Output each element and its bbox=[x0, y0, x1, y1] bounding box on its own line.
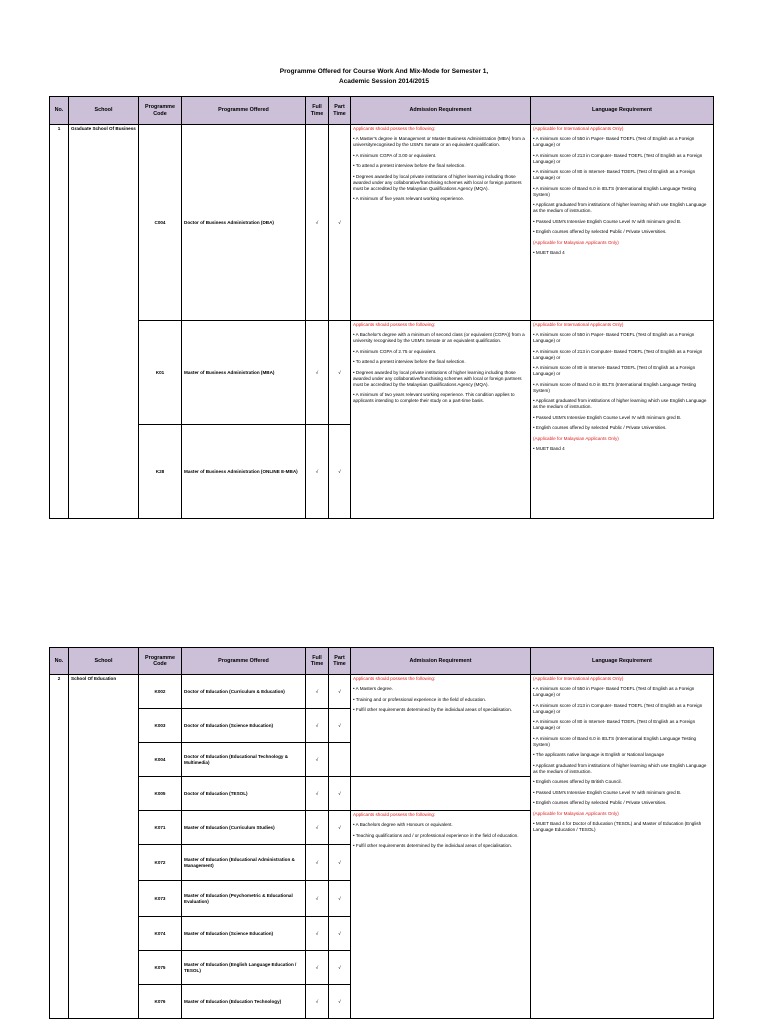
programme-name: Master of Education (English Language Education / TESOL) bbox=[182, 951, 306, 985]
header-code: Programme Code bbox=[139, 648, 182, 675]
admission-requirement: Applicants should possess the following: • A Master's degree in Management or Master Business Administration (MBA) from a universityrecognised by the USM's Senate or an equivalent qualification. • A minimum CGPA of 3.00 or equivalent. • To attend a pretest interview before the final selection. • Degrees awarded by local private institutions of higher learning including those awarded under any collaborative/franchising schemes with local or foreign partners must be accredited by the Malaysian Qualifications Agency (MQA). • A minimum of five years relevant working experience. bbox=[351, 125, 531, 321]
full-time-mark: √ bbox=[306, 321, 329, 425]
header-no: No. bbox=[50, 97, 69, 125]
school-name: Graduate School Of Business bbox=[69, 125, 139, 519]
header-code: Programme Code bbox=[139, 97, 182, 125]
full-time-mark: √ bbox=[306, 777, 329, 811]
part-time-mark: √ bbox=[329, 985, 351, 1019]
programme-name: Master of Education (Science Education) bbox=[182, 917, 306, 951]
header-admission: Admission Requirement bbox=[351, 648, 531, 675]
language-requirement: (Applicable for International Applicants Only) • A minimum score of 550 in Paper- Based TOEFL (Test of English as a Foreign Language) or • A minimum score of 213 in Computer- Based TOEFL (Test of English as a Foreign Language) or • A minimum score of 80 in Internet- Based TOEFL (Test of English as a Foreign Language) or • A minimum score of Band 6.0 in IELTS (International English Language Testing System) • Applicant graduated from institutions of higher learning which use English Language as the medium of instruction. • Passed USM's Intensive English Course Level IV with minimum gred B. • English courses offered by selected Public / Private Universities. (Applicable for Malaysian Applicants Only) • MUET Band 4 bbox=[531, 125, 714, 321]
part-time-mark: √ bbox=[329, 845, 351, 881]
programme-code: K071 bbox=[139, 811, 182, 845]
programme-name: Doctor of Education (Curriculum & Education) bbox=[182, 675, 306, 709]
header-full-time: Full Time bbox=[306, 648, 329, 675]
programme-code: K073 bbox=[139, 881, 182, 917]
full-time-mark: √ bbox=[306, 425, 329, 519]
header-full-time: Full Time bbox=[306, 97, 329, 125]
table-header-row bbox=[50, 648, 714, 675]
part-time-mark: √ bbox=[329, 881, 351, 917]
table-row bbox=[50, 675, 714, 709]
part-time-mark: √ bbox=[329, 811, 351, 845]
language-requirement: (Applicable for International Applicants Only) • A minimum score of 550 in Paper- Based TOEFL (Test of English as a Foreign Language) or • A minimum score of 213 in Computer- Based TOEFL (Test of English as a Foreign Language) or • A minimum score of 80 in Internet- Based TOEFL (Test of English as a Foreign Language) or • A minimum score of Band 6.0 in IELTS (International English Language Testing System) • Applicant graduated from institutions of higher learning which use English Language as the medium of instruction. • Passed USM's Intensive English Course Level IV with minimum gred B. • English courses offered by selected Public / Private Universities. (Applicable for Malaysian Applicants Only) • MUET Band 4 bbox=[531, 321, 714, 519]
full-time-mark: √ bbox=[306, 811, 329, 845]
programme-name: Doctor of Education (TESOL) bbox=[182, 777, 306, 811]
programme-code: K003 bbox=[139, 709, 182, 743]
programme-code: K005 bbox=[139, 777, 182, 811]
part-time-mark bbox=[329, 743, 351, 777]
part-time-mark: √ bbox=[329, 777, 351, 811]
programme-code: K075 bbox=[139, 951, 182, 985]
full-time-mark: √ bbox=[306, 917, 329, 951]
programme-name: Master of Business Administration (ONLINE E-MBA) bbox=[182, 425, 306, 519]
admission-requirement: Applicants should possess the following: • A Bachelors degree with Honours or equivalent. • Teaching qualifications and / or professional experience in the field of education. • Fulfil other requirements determined by the individual areas of specialisation. bbox=[351, 811, 531, 1019]
programme-code: K28 bbox=[139, 425, 182, 519]
full-time-mark: √ bbox=[306, 985, 329, 1019]
full-time-mark: √ bbox=[306, 881, 329, 917]
row-number: 2 bbox=[50, 675, 69, 1019]
table-row bbox=[50, 125, 714, 321]
full-time-mark: √ bbox=[306, 125, 329, 321]
programme-name: Master of Education (Curriculum Studies) bbox=[182, 811, 306, 845]
document-title-line1: Programme Offered for Course Work And Mix-Mode for Semester 1, bbox=[279, 68, 489, 75]
programme-code: C004 bbox=[139, 125, 182, 321]
part-time-mark: √ bbox=[329, 125, 351, 321]
school-name: School Of Education bbox=[69, 675, 139, 1019]
admission-requirement-empty bbox=[351, 777, 531, 811]
programme-code: K074 bbox=[139, 917, 182, 951]
programme-code: K072 bbox=[139, 845, 182, 881]
header-part-time: Part Time bbox=[329, 648, 351, 675]
programme-table-education bbox=[49, 647, 714, 1019]
programme-name: Master of Education (Education Technology) bbox=[182, 985, 306, 1019]
programme-code: K002 bbox=[139, 675, 182, 709]
part-time-mark: √ bbox=[329, 951, 351, 985]
admission-requirement: Applicants should possess the following: • A Bachelor's degree with a minimum of second class (or equivalent (CGPA)) from a university recognised by the USM's Senate or an equivalent qualification. • A minimum CGPA of 2.75 or equivalent. • To attend a pretest interview before the final selection. • Degrees awarded by local private institutions of higher learning including those awarded under any collaborative/franchising schemes with local or foreign partners must be accredited by the Malaysian Qualifications Agency (MQA). • A minimum of two years relevant working experience. This condition applies to applicants intending to complete their study on a part-time basis. bbox=[351, 321, 531, 519]
header-programme: Programme Offered bbox=[182, 97, 306, 125]
programme-table-business bbox=[49, 96, 714, 519]
full-time-mark: √ bbox=[306, 743, 329, 777]
header-school: School bbox=[69, 648, 139, 675]
programme-code: K076 bbox=[139, 985, 182, 1019]
document-title-line2: Academic Session 2014/2015 bbox=[339, 78, 429, 85]
header-part-time: Part Time bbox=[329, 97, 351, 125]
header-no: No. bbox=[50, 648, 69, 675]
part-time-mark: √ bbox=[329, 425, 351, 519]
header-school: School bbox=[69, 97, 139, 125]
language-requirement: (Applicable for International Applicants Only) • A minimum score of 550 in Paper- Based TOEFL (Test of English as a Foreign Language) or • A minimum score of 213 in Computer- Based TOEFL (Test of English as a Foreign Language) or • A minimum score of 80 in Internet- Based TOEFL (Test of English as a Foreign Language) or • A minimum score of Band 6.0 in IELTS (International English Language Testing System) • The applicants native language is English or National language • Applicant graduated from institutions of higher learning which use English Language as the medium of instruction. • English courses offered by British Council. • Passed USM's Intensive English Course Level IV with minimum gred B. • English courses offered by selected Public / Private Universities. (Applicable for Malaysian Applicants Only) • MUET Band 4 for Doctor of Education (TESOL) and Master of Education (English Language Education / TESOL) bbox=[531, 675, 714, 1019]
full-time-mark: √ bbox=[306, 951, 329, 985]
part-time-mark: √ bbox=[329, 675, 351, 709]
programme-name: Doctor of Business Administration (DBA) bbox=[182, 125, 306, 321]
header-programme: Programme Offered bbox=[182, 648, 306, 675]
header-language: Language Requirement bbox=[531, 648, 714, 675]
programme-code: K01 bbox=[139, 321, 182, 425]
programme-name: Master of Education (Psychometric & Educational Evaluation) bbox=[182, 881, 306, 917]
header-admission: Admission Requirement bbox=[351, 97, 531, 125]
programme-name: Doctor of Education (Science Education) bbox=[182, 709, 306, 743]
programme-name: Master of Business Administration (MBA) bbox=[182, 321, 306, 425]
programme-code: K004 bbox=[139, 743, 182, 777]
part-time-mark: √ bbox=[329, 709, 351, 743]
header-language: Language Requirement bbox=[531, 97, 714, 125]
row-number: 1 bbox=[50, 125, 69, 519]
full-time-mark: √ bbox=[306, 709, 329, 743]
part-time-mark: √ bbox=[329, 917, 351, 951]
part-time-mark: √ bbox=[329, 321, 351, 425]
programme-name: Doctor of Education (Educational Technology & Multimedia) bbox=[182, 743, 306, 777]
programme-name: Master of Education (Educational Administration & Management) bbox=[182, 845, 306, 881]
admission-requirement: Applicants should possess the following: • A Masters degree. • Training and or professional experience in the field of education. • Fulfil other requirements determined by the individual areas of specialisation. bbox=[351, 675, 531, 777]
full-time-mark: √ bbox=[306, 675, 329, 709]
table-row bbox=[50, 321, 714, 425]
table-header-row bbox=[50, 97, 714, 125]
full-time-mark: √ bbox=[306, 845, 329, 881]
